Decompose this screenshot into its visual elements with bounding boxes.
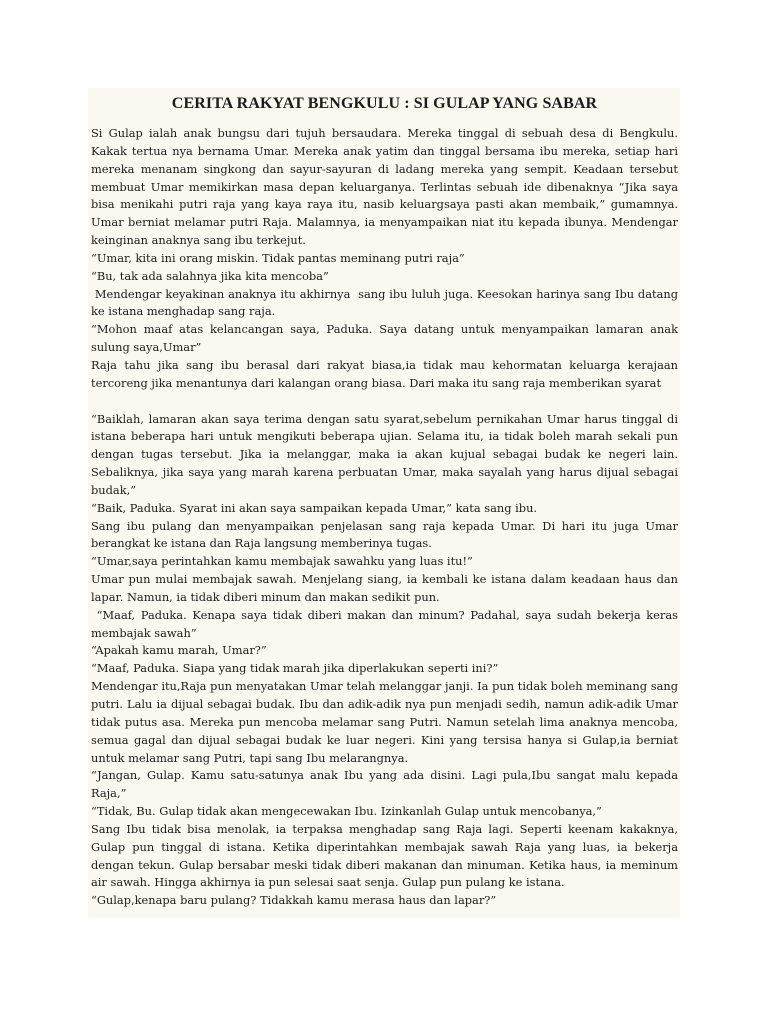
paragraph-gap [91,393,678,411]
paragraph: Raja tahu jika sang ibu berasal dari rakyat biasa,ia tidak mau kehormatan keluarga kerajaan tercoreng jika menantunya dari kalangan orang biasa. Dari maka itu sang raja memberikan syarat [91,357,682,390]
paragraph: “Gulap,kenapa baru pulang? Tidakkah kamu merasa haus dan lapar?” [91,893,497,908]
paragraph: “Mohon maaf atas kelancangan saya, Paduka. Saya datang untuk menyampaikan lamaran anak sulung saya,Umar” [91,322,682,355]
document-body [91,125,682,910]
document-title: CERITA RAKYAT BENGKULU : SI GULAP YANG SABAR [171,95,598,112]
paragraph: “Tidak, Bu. Gulap tidak akan mengecewakan Ibu. Izinkanlah Gulap untuk mencobanya,” [91,804,602,819]
document-page [88,88,680,918]
paragraph: “Umar, kita ini orang miskin. Tidak pantas meminang putri raja” [91,250,465,265]
paragraph: Mendengar keyakinan anaknya itu akhirnya sang ibu luluh juga. Keesokan harinya sang Ibu datang ke istana menghadap sang raja. [91,286,682,319]
paragraph: “Baik, Paduka. Syarat ini akan saya sampaikan kepada Umar,” kata sang ibu. [91,500,538,515]
paragraph: Mendengar itu,Raja pun menyatakan Umar telah melanggar janji. Ia pun tidak boleh meminang sang putri. Lalu ia dijual sebagai budak. Ibu dan adik-adik nya pun menjadi sedih, namun adik-adik Umar tidak putus asa. Mereka pun mencoba melamar sang Putri. Namun setelah lima anaknya mencoba, semua gagal dan dijual sebagai budak ke luar negeri. Kini yang tersisa hanya si Gulap,ia berniat untuk melamar sang Putri, tapi sang Ibu melarangnya. [91,679,682,765]
paragraph: “Maaf, Paduka. Kenapa saya tidak diberi makan dan minum? Padahal, saya sudah bekerja keras membajak sawah” [91,607,682,640]
paragraph: “Umar,saya perintahkan kamu membajak sawahku yang luas itu!” [91,554,473,569]
paragraph: Si Gulap ialah anak bungsu dari tujuh bersaudara. Mereka tinggal di sebuah desa di Bengkulu. Kakak tertua nya bernama Umar. Mereka anak yatim dan tinggal bersama ibu mereka, setiap hari mereka menanam singkong dan sayur-sayuran di ladang mereka yang sempit. Keadaan tersebut membuat Umar memikirkan masa depan keluarganya. Terlintas sebuah ide dibenaknya “Jika saya bisa menikahi putri raja yang kaya raya itu, nasib keluargsaya pasti akan membaik,” gumamnya. Umar berniat melamar putri Raja. Malamnya, ia menyampaikan niat itu kepada ibunya. Mendengar keinginan anaknya sang ibu terkejut. [91,126,682,248]
paragraph: “Bu, tak ada salahnya jika kita mencoba” [91,268,329,283]
paragraph: “Jangan, Gulap. Kamu satu-satunya anak Ibu yang ada disini. Lagi pula,Ibu sangat malu kepada Raja,” [91,768,682,801]
paragraph: Umar pun mulai membajak sawah. Menjelang siang, ia kembali ke istana dalam keadaan haus dan lapar. Namun, ia tidak diberi minum dan makan sedikit pun. [91,572,682,604]
paragraph: “Apakah kamu marah, Umar?” [91,643,267,658]
paragraph: Sang Ibu tidak bisa menolak, ia terpaksa menghadap sang Raja lagi. Seperti keenam kakaknya, Gulap pun tinggal di istana. Ketika diperintahkan membajak sawah Raja yang luas, ia bekerja dengan tekun. Gulap bersabar meski tidak diberi makanan dan minuman. Ketika haus, ia meminum air sawah. Hingga akhirnya ia pun selesai saat senja. Gulap pun pulang ke istana. [91,821,682,890]
paragraph: Sang ibu pulang dan menyampaikan penjelasan sang raja kepada Umar. Di hari itu juga Umar berangkat ke istana dan Raja langsung memberinya tugas. [91,518,682,551]
paragraph: “Baiklah, lamaran akan saya terima dengan satu syarat,sebelum pernikahan Umar harus tinggal di istana beberapa hari untuk mengikuti beberapa ujian. Selama itu, ia tidak boleh marah sekali pun dengan tugas tersebut. Jika ia melanggar, maka ia akan kujual sebagai budak ke negeri lain. Sebaliknya, jika saya yang marah karena perbuatan Umar, maka sayalah yang harus dijual sebagai budak,” [91,411,682,497]
paragraph: “Maaf, Paduka. Siapa yang tidak marah jika diperlakukan seperti ini?” [91,661,499,676]
